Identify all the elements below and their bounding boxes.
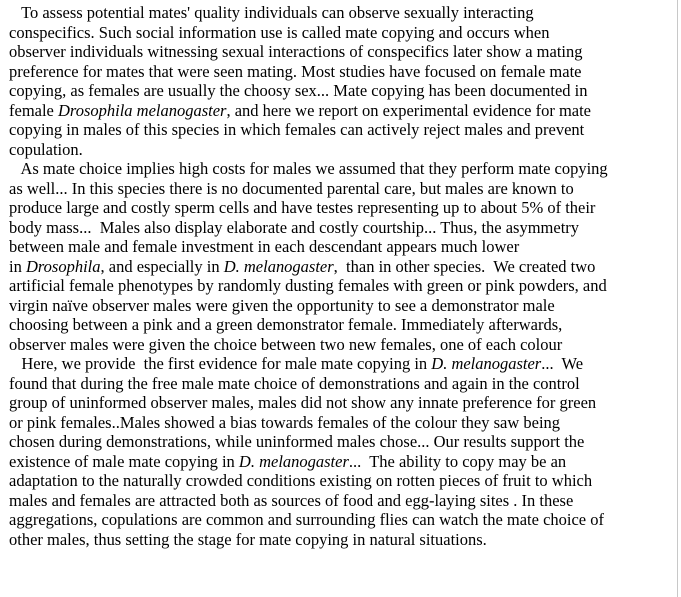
document-page [6,0,678,597]
text-line [9,159,673,179]
text-run: chosen during demonstrations, while uninformed males chose... Our results support the [9,432,585,451]
text-line [9,452,673,472]
text-run: found that during the free male mate choice of demonstrations and again in the control [9,373,580,393]
text-run: or pink females..Males showed a bias towards females of the colour they saw being [9,412,561,432]
text-line [9,237,673,257]
text-line [9,218,673,238]
italic-text-run: D. melanogaster [238,451,349,471]
text-line [9,62,673,82]
text-line [9,120,673,140]
text-line [9,42,673,62]
text-run: as well... In this species there is no documented parental care, but males are known to [9,178,574,198]
text-run: Here, we provide the first evidence for male mate copying in [9,354,432,373]
text-run: adaptation to the naturally crowded conditions existing on rotten pieces of fruit to which [9,471,593,490]
text-run: other males, thus setting the stage for mate copying in natural situations. [9,529,487,549]
italic-text-run: Drosophila melanogaster [58,100,227,120]
text-run: copying, as females are usually the choosy sex... Mate copying has been documented in [9,81,588,100]
text-run: copying in males of this species in which females can actively reject males and prevent [9,120,585,139]
text-line [9,530,673,550]
text-run: female [9,100,59,120]
text-line [9,3,673,23]
text-line [9,393,673,413]
text-run: observer males were given the choice between two new females, one of each colour [9,334,563,354]
text-run: , and especially in [100,256,224,276]
text-run: group of uninformed observer males, males did not show any innate preference for green [9,393,597,412]
italic-text-run: D. melanogaster [223,256,334,276]
text-run: preference for mates that were seen mating. Most studies have focused on female mate [9,61,582,81]
text-line [9,471,673,491]
text-line [9,276,673,296]
text-run: conspecifics. Such social information use is called mate copying and occurs when [9,22,550,42]
text-line [9,491,673,511]
text-run: choosing between a pink and a green demonstrator female. Immediately afterwards, [9,315,563,334]
text-line [9,140,673,160]
text-line [9,198,673,218]
text-line [9,296,673,316]
text-line [9,81,673,101]
text-run: ... The ability to copy may be an [348,451,567,471]
text-run: observer individuals witnessing sexual interactions of conspecifics later show a mating [9,42,583,61]
text-run: As mate choice implies high costs for males we assumed that they perform mate copying [9,159,608,178]
text-line [9,335,673,355]
text-run: produce large and costly sperm cells and have testes representing up to about 5% of their [9,198,596,217]
text-run: copulation. [9,139,83,159]
text-run: , and here we report on experimental evidence for mate [226,100,592,120]
text-line [9,432,673,452]
text-line [9,354,673,374]
text-run: ... We [541,354,584,373]
text-line [9,374,673,394]
italic-text-run: D. melanogaster [431,354,542,373]
text-run: between male and female investment in each descendant appears much lower [9,237,520,256]
text-line [9,413,673,433]
text-line [9,101,673,121]
text-run: males and females are attracted both as sources of food and egg-laying sites . In these [9,490,574,510]
text-run: To assess potential mates' quality individuals can observe sexually interacting [9,3,534,22]
italic-text-run: Drosophila [25,256,101,276]
text-run: existence of male mate copying in [9,451,239,471]
text-run: aggregations, copulations are common and surrounding flies can watch the mate choice of [9,510,604,529]
text-run: , than in other species. We created two [333,256,596,276]
text-run: virgin naïve observer males were given the opportunity to see a demonstrator male [9,295,555,315]
text-line [9,23,673,43]
text-line [9,179,673,199]
text-run: body mass... Males also display elaborate and costly courtship... Thus, the asymmetry [9,217,580,237]
text-line [9,315,673,335]
text-run: in [9,256,26,276]
text-line [9,510,673,530]
document-body-text [9,3,677,549]
text-run: artificial female phenotypes by randomly dusting females with green or pink powders, and [9,276,607,295]
text-line [9,257,673,277]
